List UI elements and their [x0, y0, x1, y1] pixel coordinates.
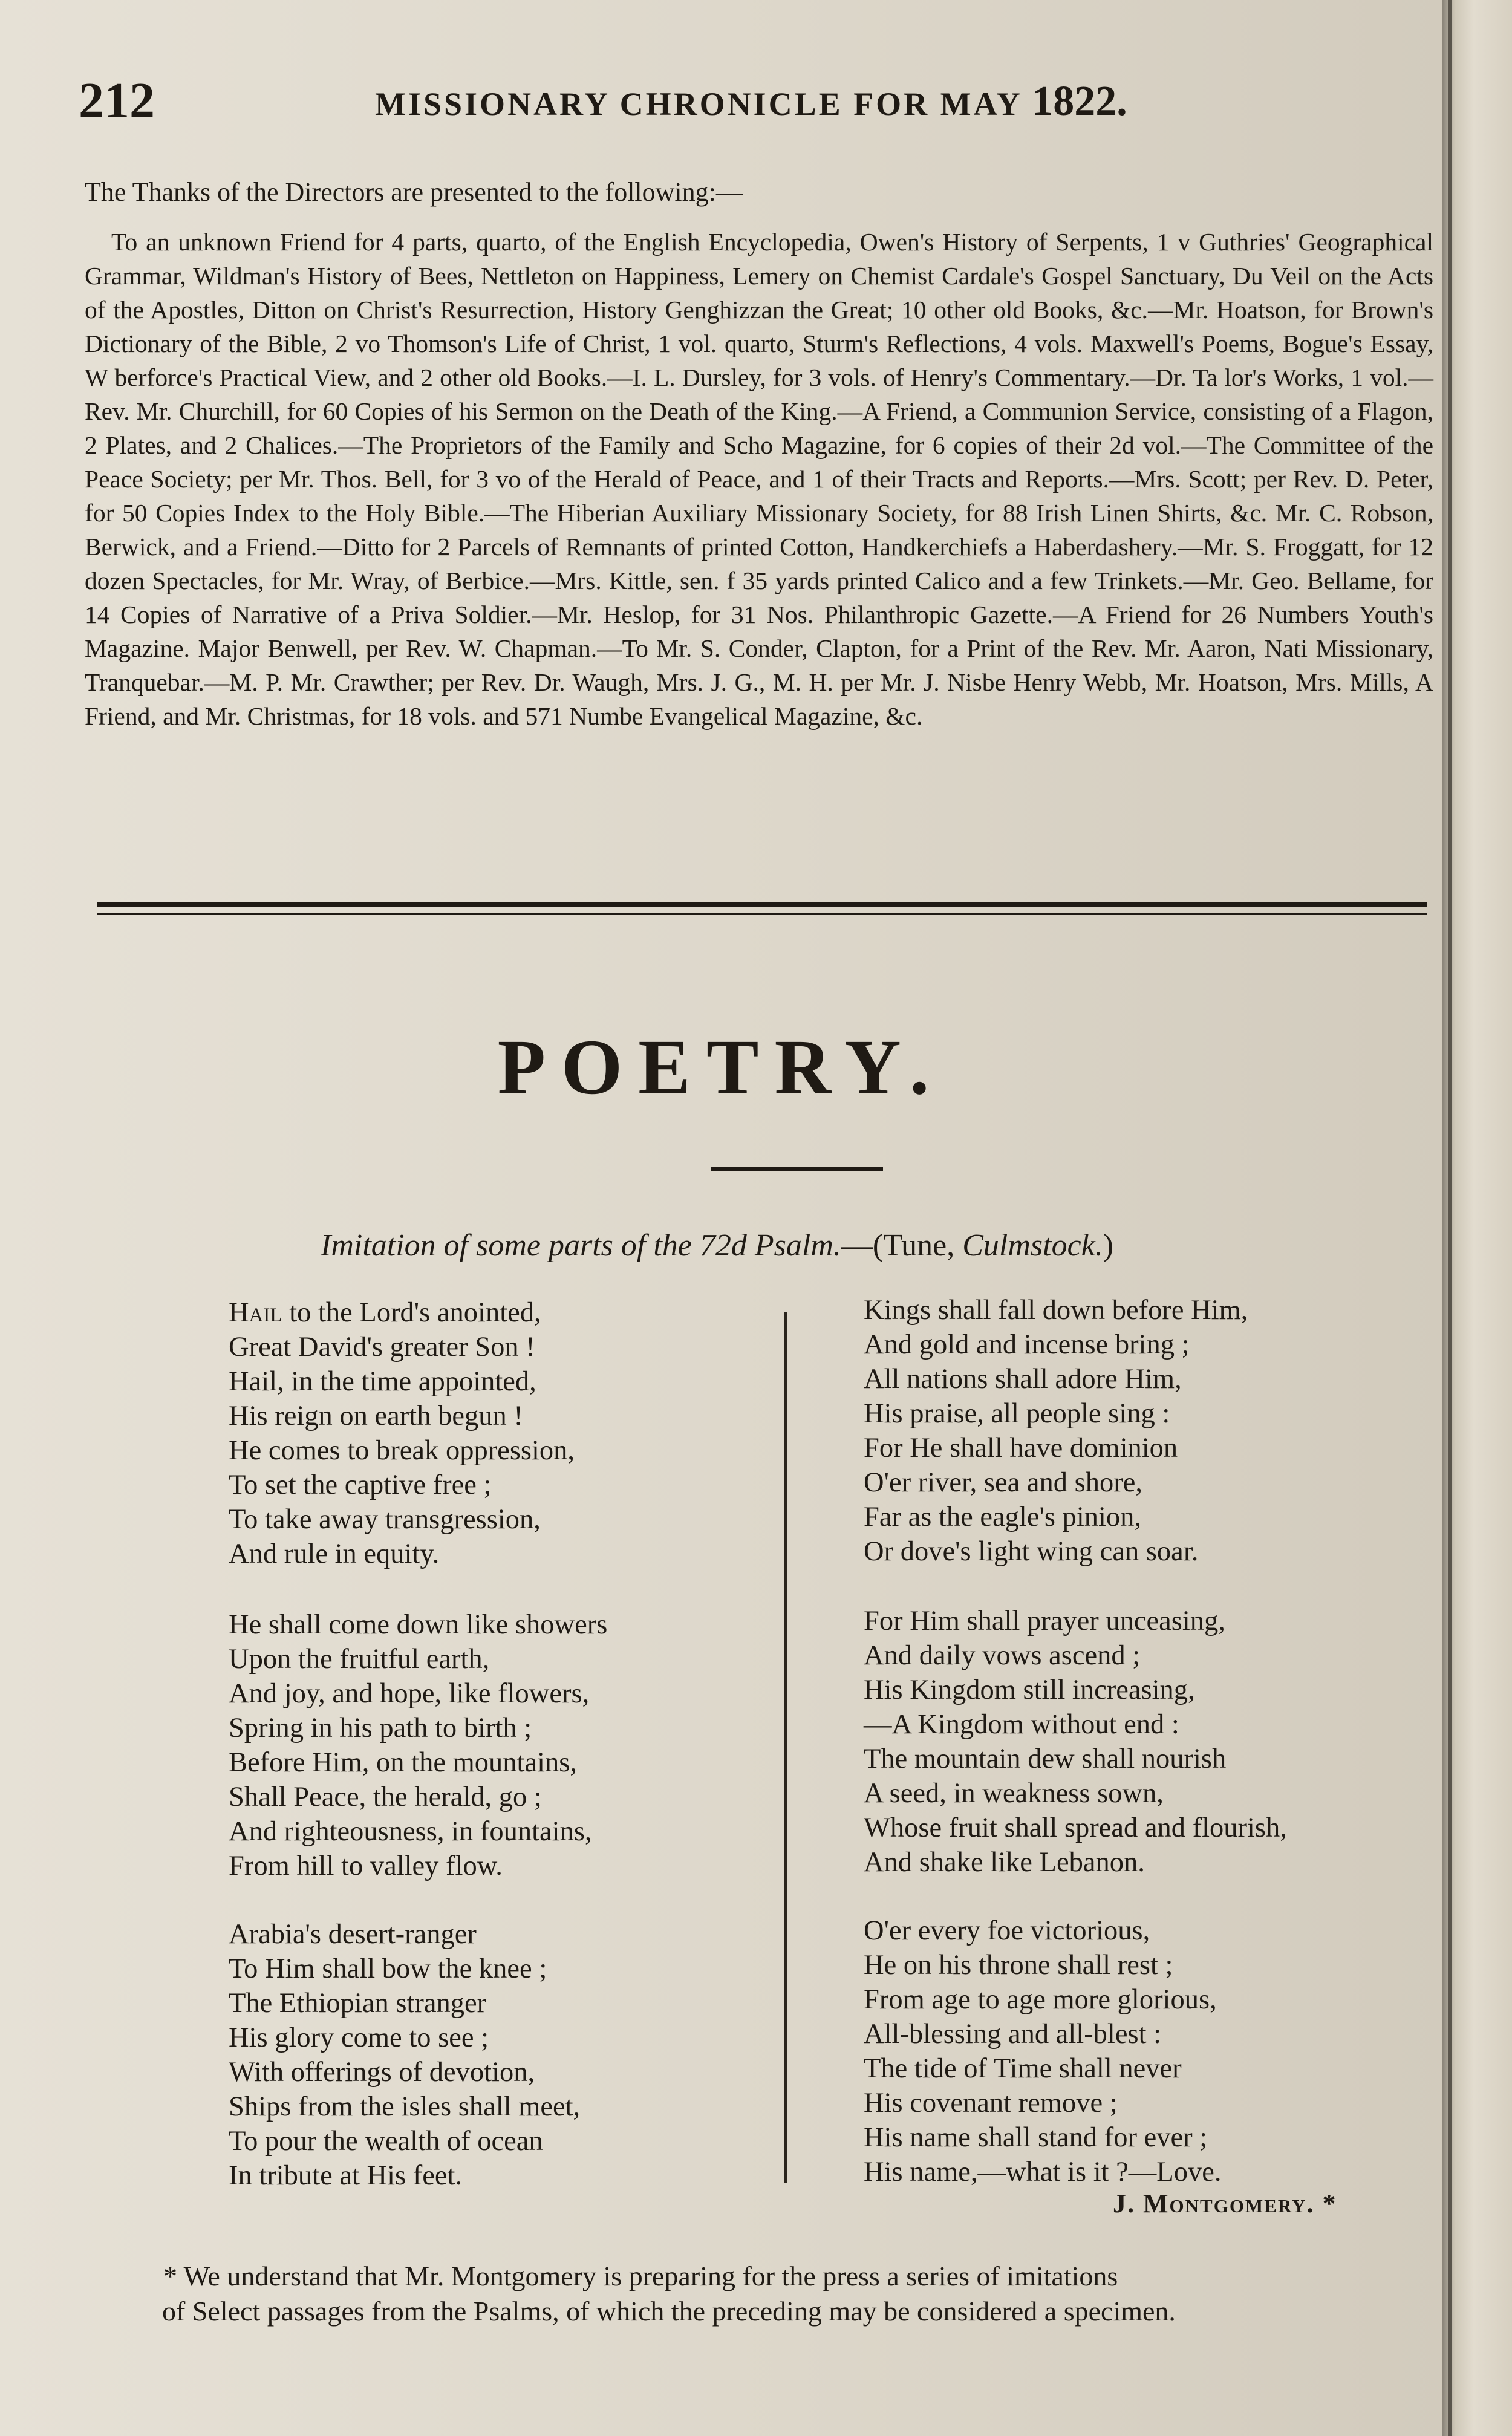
stanza-1	[229, 1295, 575, 1571]
thanks-paragraph: To an unknown Friend for 4 parts, quarto, of the English Encyclopedia, Owen's History of Serpents, 1 v Guthries' Geographical Grammar, Wildman's History of Bees, Nettleton on Happiness, Lemery on Chemist Cardale's Gospel Sanctuary, Du Veil on the Acts of the Apostles, Ditton on Christ's Resurrection, History Genghizzan the Great; 10 other old Books, &c.—Mr. Hoatson, for Brown's Dictionary of the Bible, 2 vo Thomson's Life of Christ, 1 vol. quarto, Sturm's Reflections, 4 vols. Maxwell's Poems, Bogue's Essay, W berforce's Practical View, and 2 other old Books.—I. L. Dursley, for 3 vols. of Henry's Commentary.—Dr. Ta lor's Works, 1 vol.—Rev. Mr. Churchill, for 60 Copies of his Sermon on the Death of the King.—A Friend, a Communion Service, consisting of a Flagon, 2 Plates, and 2 Chalices.—The Proprietors of the Family and Scho Magazine, for 6 copies of their 2d vol.—The Committee of the Peace Society; per Mr. Thos. Bell, for 3 vo of the Herald of Peace, and 1 of their Tracts and Reports.—Mrs. Scott; per Rev. D. Peter, for 50 Copies Index to the Holy Bible.—The Hiberian Auxiliary Missionary Society, for 88 Irish Linen Shirts, &c. Mr. C. Robson, Berwick, and a Friend.—Ditto for 2 Parcels of Remnants of printed Cotton, Handkerchiefs a Haberdashery.—Mr. S. Froggatt, for 12 dozen Spectacles, for Mr. Wray, of Berbice.—Mrs. Kittle, sen. f 35 yards printed Calico and a few Trinkets.—Mr. Geo. Bellame, for 14 Copies of Narrative of a Priva Soldier.—Mr. Heslop, for 31 Nos. Philanthropic Gazette.—A Friend for 26 Numbers Youth's Magazine. Major Benwell, per Rev. W. Chapman.—To Mr. S. Conder, Clapton, for a Print of the Rev. Mr. Aaron, Nati Missionary, Tranquebar.—M. P. Mr. Crawther; per Rev. Dr. Waugh, Mrs. J. G., M. H. per Mr. J. Nisbe Henry Webb, Mr. Hoatson, Mrs. Mills, A Friend, and Mr. Christmas, for 18 vols. and 571 Numbe Evangelical Magazine, &c.	[85, 228, 1433, 730]
stanza-line: From age to age more glorious,	[864, 1984, 1217, 2015]
stanza-line: His name shall stand for ever ;	[864, 2122, 1208, 2153]
poetry-section-title: POETRY.	[497, 1024, 945, 1111]
stanza-line: His praise, all people sing :	[864, 1398, 1170, 1429]
stanza-line: Ships from the isles shall meet,	[229, 2091, 581, 2122]
stanza-line: For He shall have dominion	[864, 1433, 1178, 1464]
stanza-line: From hill to valley flow.	[229, 1851, 503, 1881]
stanza-line: In tribute at His feet.	[229, 2160, 463, 2191]
poem-title-text: Imitation of some parts of the 72d Psalm.	[321, 1228, 841, 1263]
stanza-line: All nations shall adore Him,	[864, 1364, 1182, 1395]
first-word: Hail	[229, 1297, 282, 1328]
binding-edge-line	[1448, 0, 1452, 2436]
stanza-line: Hail, in the time appointed,	[229, 1366, 536, 1397]
stanza-line: And joy, and hope, like flowers,	[229, 1678, 590, 1709]
stanza-line: Kings shall fall down before Him,	[864, 1295, 1248, 1326]
stanza-line: For Him shall prayer unceasing,	[864, 1606, 1225, 1636]
column-divider	[784, 1312, 787, 2183]
stanza-line: Far as the eagle's pinion,	[864, 1502, 1142, 1532]
stanza-line: To pour the wealth of ocean	[229, 2126, 543, 2157]
stanza-line: A seed, in weakness sown,	[864, 1778, 1164, 1809]
page-number: 212	[79, 73, 155, 129]
running-title-year: 1822.	[1032, 78, 1127, 125]
stanza-line: And gold and incense bring ;	[864, 1329, 1190, 1360]
stanza-line: To take away transgression,	[229, 1504, 541, 1535]
stanza-line: His glory come to see ;	[229, 2022, 489, 2053]
stanza-line: And daily vows ascend ;	[864, 1640, 1141, 1671]
stanza-2	[229, 1607, 607, 1883]
running-title	[375, 77, 1127, 126]
footnote-line-2: of Select passages from the Psalms, of which the preceding may be considered a specimen.	[162, 2296, 1176, 2327]
stanza-line: His covenant remove ;	[864, 2088, 1118, 2118]
stanza-line: To set the captive free ;	[229, 1470, 492, 1500]
stanza-line: Upon the fruitful earth,	[229, 1644, 490, 1675]
stanza-line: Arabia's desert-ranger	[229, 1919, 477, 1950]
stanza-line: He shall come down like showers	[229, 1609, 608, 1640]
stanza-line: Spring in his path to birth ;	[229, 1713, 532, 1744]
stanza-line: All-blessing and all-blest :	[864, 2019, 1162, 2050]
first-line-rest: to the Lord's anointed,	[282, 1297, 541, 1328]
stanza-line: The Ethiopian stranger	[229, 1988, 487, 2019]
poem-signature: J. Montgomery. *	[1113, 2189, 1337, 2218]
tune-open: —(Tune,	[841, 1228, 963, 1263]
book-binding-gutter	[1442, 0, 1512, 2436]
stanza-line: O'er every foe victorious,	[864, 1915, 1150, 1946]
stanza-line: He comes to break oppression,	[229, 1435, 575, 1466]
stanza-4	[864, 1293, 1248, 1569]
stanza-line: His name,—what is it ?—Love.	[864, 2157, 1222, 2187]
stanza-line: Shall Peace, the herald, go ;	[229, 1782, 542, 1812]
stanza-line: Great David's greater Son !	[229, 1332, 535, 1363]
tune-close: )	[1103, 1228, 1114, 1263]
stanza-line: And rule in equity.	[229, 1539, 440, 1569]
running-title-text: MISSIONARY CHRONICLE FOR MAY	[375, 86, 1022, 122]
stanza-3	[229, 1917, 580, 2193]
stanza-line: O'er river, sea and shore,	[864, 1467, 1142, 1498]
stanza-line: And righteousness, in fountains,	[229, 1816, 592, 1847]
thanks-heading: The Thanks of the Directors are presented to the following:—	[85, 177, 743, 207]
stanza-line: He on his throne shall rest ;	[864, 1950, 1173, 1981]
stanza-line: His reign on earth begun !	[229, 1401, 523, 1431]
stanza-line: Whose fruit shall spread and flourish,	[864, 1812, 1287, 1843]
section-divider-thin	[97, 913, 1427, 915]
footnote-line-1: * We understand that Mr. Montgomery is preparing for the press a series of imitations	[163, 2261, 1118, 2291]
stanza-6	[864, 1913, 1221, 2189]
title-underline-rule	[711, 1167, 883, 1171]
stanza-line: Or dove's light wing can soar.	[864, 1536, 1199, 1567]
stanza-line	[229, 1295, 575, 1330]
section-divider-thick	[97, 902, 1427, 907]
stanza-line: The tide of Time shall never	[864, 2053, 1182, 2084]
stanza-line: And shake like Lebanon.	[864, 1847, 1145, 1878]
tune-name: Culmstock.	[962, 1228, 1103, 1263]
stanza-line: —A Kingdom without end :	[864, 1709, 1179, 1740]
stanza-line: With offerings of devotion,	[229, 2057, 535, 2088]
stanza-line: His Kingdom still increasing,	[864, 1675, 1195, 1705]
footnote	[163, 2259, 1421, 2329]
stanza-line: Before Him, on the mountains,	[229, 1747, 577, 1778]
poem-title	[321, 1228, 1113, 1263]
stanza-line: The mountain dew shall nourish	[864, 1744, 1227, 1774]
stanza-5	[864, 1604, 1287, 1880]
stanza-line: To Him shall bow the knee ;	[229, 1953, 547, 1984]
